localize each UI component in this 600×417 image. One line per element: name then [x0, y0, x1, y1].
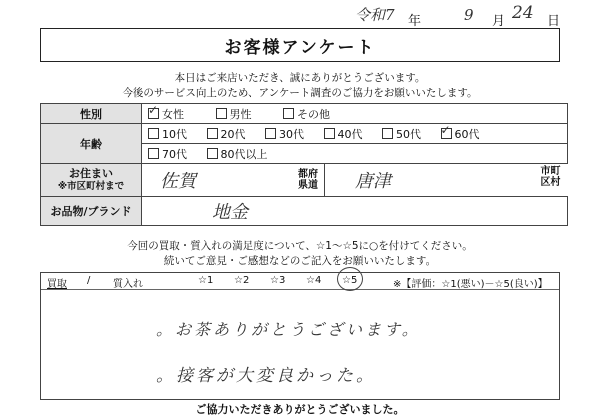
day-value: 24: [512, 3, 534, 23]
age-label: 年齢: [41, 124, 142, 164]
age-options-row-1: [142, 124, 568, 144]
city-units-text: 市町区村: [540, 166, 561, 188]
comment-line-2: 。接客が大変良かった。: [156, 366, 376, 386]
address-row: [41, 164, 568, 197]
age-20s-label: 20代: [220, 127, 246, 141]
pref-units: [292, 169, 324, 191]
day-unit: 日: [547, 14, 561, 29]
age-70s-label: 70代: [162, 147, 187, 161]
age-option-40s[interactable]: [318, 126, 363, 142]
age-80s-label: 80代以上: [220, 147, 268, 161]
age-10s-checkbox[interactable]: [148, 128, 159, 139]
item-row: [41, 197, 568, 226]
rating-box: [40, 272, 560, 400]
age-40s-label: 40代: [337, 127, 363, 141]
age-20s-checkbox[interactable]: [207, 128, 218, 139]
comment-line-1: 。お茶ありがとうございます。: [156, 320, 421, 339]
age-option-30s[interactable]: [259, 126, 304, 142]
age-40s-checkbox[interactable]: [324, 128, 335, 139]
gender-row: [41, 104, 568, 124]
year-unit: 年: [408, 14, 422, 29]
kaitori-label[interactable]: 買取: [47, 279, 67, 290]
gender-option-other[interactable]: [277, 106, 330, 122]
item-field[interactable]: [142, 197, 568, 226]
male-checkbox[interactable]: [216, 108, 227, 119]
comment-text-1: お茶ありがとうございます。: [175, 320, 421, 339]
star-5-circle: [337, 267, 363, 291]
date-era: [355, 4, 395, 25]
month-unit: 月: [492, 14, 506, 29]
star-2[interactable]: ☆2: [234, 275, 250, 286]
female-label: 女性: [162, 107, 184, 121]
rating-slash: /: [87, 275, 91, 286]
age-option-80s[interactable]: [201, 146, 268, 162]
age-option-50s[interactable]: [376, 126, 421, 142]
item-value: 地金: [212, 202, 248, 223]
other-label: その他: [297, 107, 330, 121]
rating-header: [41, 273, 559, 290]
prefecture-value: 佐賀: [160, 171, 196, 192]
age-option-20s[interactable]: [201, 126, 246, 142]
age-60s-label: 60代: [454, 127, 480, 141]
star-5[interactable]: ☆5: [342, 275, 358, 286]
year-value: 7: [385, 6, 395, 24]
star-1[interactable]: ☆1: [198, 275, 214, 286]
pref-units-text: 都府県道: [298, 169, 318, 191]
other-checkbox[interactable]: [283, 108, 294, 119]
address-sublabel: ※市区町村まで: [57, 181, 125, 192]
rating-legend: ※【評価：☆1(悪い)－☆5(良い)】: [393, 279, 548, 290]
address-label: お住まい: [69, 167, 113, 180]
star-3[interactable]: ☆3: [270, 275, 286, 286]
question-line-1: 今回の買取・質入れの満足度について、☆1〜☆5に○を付けてください。: [127, 240, 473, 252]
month-value: 9: [464, 6, 474, 24]
age-30s-label: 30代: [279, 127, 304, 141]
prefecture-field[interactable]: [142, 164, 293, 197]
star-4[interactable]: ☆4: [306, 275, 322, 286]
gender-options: [142, 104, 568, 124]
comment-text-2: 接客が大変良かった。: [176, 366, 376, 386]
age-60s-checkbox[interactable]: [441, 128, 452, 139]
age-option-70s[interactable]: [142, 146, 187, 162]
gender-label: 性別: [41, 104, 142, 124]
age-row: [41, 124, 568, 144]
era-label: 令和: [355, 6, 386, 24]
age-options-row-2: [142, 144, 568, 164]
pref-units-cell: [292, 164, 325, 197]
age-30s-checkbox[interactable]: [265, 128, 276, 139]
intro-line-2: 今後のサービス向上のため、アンケート調査のご協力をお願いいたします。: [122, 87, 478, 99]
survey-form-table: [40, 103, 568, 226]
item-label: お品物/ブランド: [41, 197, 142, 226]
city-units: [540, 166, 562, 188]
gender-option-male[interactable]: [210, 106, 252, 122]
city-field[interactable]: [325, 164, 568, 197]
female-checkbox[interactable]: [148, 108, 159, 119]
city-value: 唐津: [355, 171, 391, 192]
shichiire-label[interactable]: 質入れ: [113, 279, 143, 290]
age-80s-checkbox[interactable]: [207, 148, 218, 159]
survey-title: お客様アンケート: [40, 28, 560, 62]
footer-thanks: ご協力いただきありがとうございました。: [195, 403, 405, 416]
age-10s-label: 10代: [162, 127, 187, 141]
age-option-60s[interactable]: [435, 126, 480, 142]
age-70s-checkbox[interactable]: [148, 148, 159, 159]
age-50s-checkbox[interactable]: [382, 128, 393, 139]
gender-option-female[interactable]: [142, 106, 184, 122]
age-option-10s[interactable]: [142, 126, 187, 142]
age-50s-label: 50代: [396, 127, 421, 141]
address-label-cell: [41, 164, 142, 197]
intro-line-1: 本日はご来店いただき、誠にありがとうございます。: [174, 72, 426, 84]
question-line-2: 続いてご意見・ご感想などのご記入をお願いいたします。: [163, 255, 437, 267]
male-label: 男性: [229, 107, 252, 121]
